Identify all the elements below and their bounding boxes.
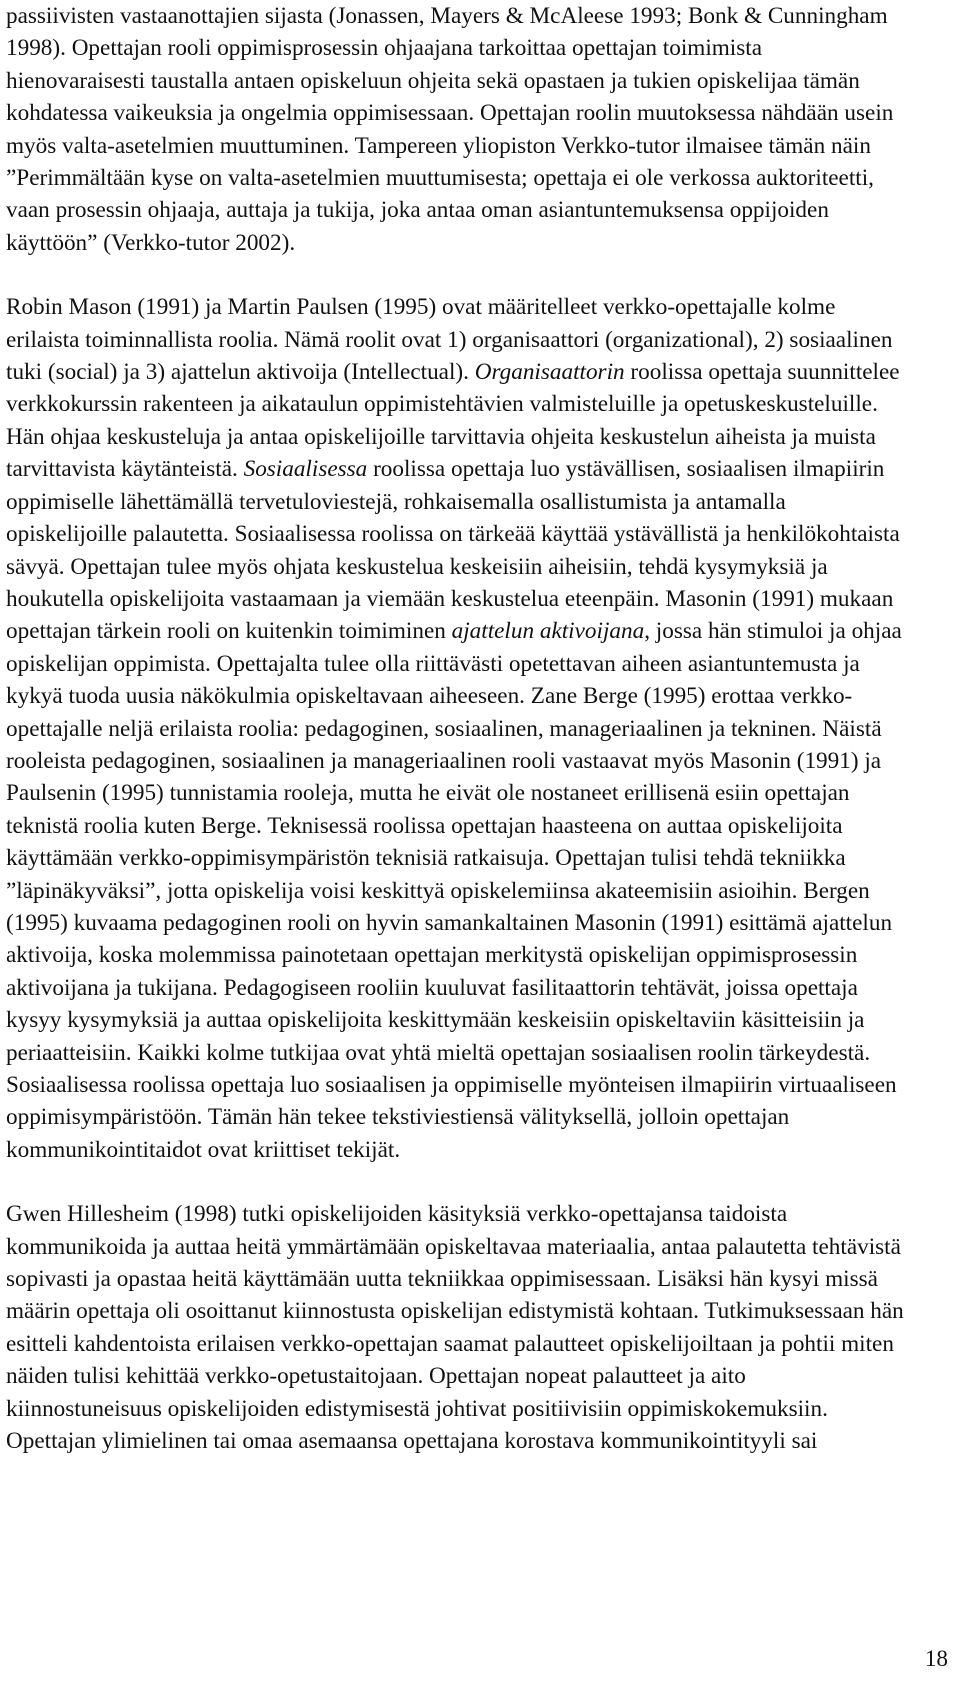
- paragraph-text: roolissa opettaja suunnittelee verkkokurssin rakenteen ja aikataulun oppimistehtävien valmisteluille ja opetuskeskusteluille. Hän ohjaa keskusteluja ja antaa opiskelijoille tarvittavia ohjeita keskustelun aiheista ja muista tarvittavista käytänteistä.: [6, 359, 900, 483]
- body-paragraph: [6, 291, 906, 1166]
- body-paragraph: [6, 0, 906, 259]
- italic-term: Sosiaalisessa: [243, 456, 368, 483]
- paragraph-text: Robin Mason (1991) ja Martin Paulsen (1995) ovat määritelleet verkko-opettajalle kolme erilaista toiminnallista roolia. Nämä roolit ovat 1) organisaattori (organizational), 2) sosiaalinen tuki (social) ja 3) ajattelun aktivoija (Intellectual).: [6, 294, 893, 386]
- paragraph-text: Gwen Hillesheim (1998) tutki opiskelijoiden käsityksiä verkko-opettajansa taidoista kommunikoida ja auttaa heitä ymmärtämään opiskeltavaa materiaalia, antaa palautetta tehtävistä sopivasti ja opastaa heitä käyttämään uutta tekniikkaa oppimisessaan. Lisäksi hän kysyi missä määrin opettaja oli osoittanut kiinnostusta opiskelijan edistymistä kohtaan. Tutkimuksessaan hän esitteli kahdentoista erilaisen verkko-opettajan saamat palautteet opiskelijoiltaan ja pohtii miten näiden tulisi kehittää verkko-opetustaitojaan. Opettajan nopeat palautteet ja aito kiinnostuneisuus opiskelijoiden edistymisestä johtivat positiivisiin oppimiskokemuksiin. Opettajan ylimielinen tai omaa asemaansa opettajana korostava kommunikointityyli sai: [6, 1201, 904, 1455]
- paragraph-text: passiivisten vastaanottajien sijasta (Jonassen, Mayers & McAleese 1993; Bonk & Cunningham 1998). Opettajan rooli oppimisprosessin ohjaajana tarkoittaa opettajan toimimista hienovaraisesti taustalla antaen opiskeluun ohjeita sekä opastaen ja tukien opiskelijaa tämän kohdatessa vaikeuksia ja ongelmia oppimisessaan. Opettajan roolin muutoksessa nähdään usein myös valta-asetelmien muuttuminen. Tampereen yliopiston Verkko-tutor ilmaisee tämän näin ”Perimmältään kyse on valta-asetelmien muuttumisesta; opettaja ei ole verkossa auktoriteetti, vaan prosessin ohjaaja, auttaja ja tukija, joka antaa oman asiantuntemuksensa oppijoiden käyttöön” (Verkko-tutor 2002).: [6, 3, 894, 256]
- italic-term: ajattelun aktivoijana: [451, 618, 645, 645]
- page-number: 18: [924, 1646, 948, 1672]
- italic-term: Organisaattorin: [474, 359, 625, 386]
- paragraph-text: roolissa opettaja luo ystävällisen, sosiaalisen ilmapiirin oppimiselle lähettämällä tervetuloviestejä, rohkaisemalla osallistumista ja antamalla opiskelijoille palautetta. Sosiaalisessa roolissa on tärkeää käyttää ystävällistä ja henkilökohtaista sävyä. Opettajan tulee myös ohjata keskustelua keskeisiin aiheisiin, tehdä kysymyksiä ja houkutella opiskelijoita vastaamaan ja viemään keskustelua eteenpäin. Masonin (1991) mukaan opettajan tärkein rooli on kuitenkin toimiminen: [6, 456, 900, 645]
- paragraph-text: , jossa hän stimuloi ja ohjaa opiskelijan oppimista. Opettajalta tulee olla riittävästi opetettavan aiheen asiantuntemusta ja kykyä tuoda uusia näkökulmia opiskeltavaan aiheeseen. Zane Berge (1995) erottaa verkko-opettajalle neljä erilaista roolia: pedagoginen, sosiaalinen, manageriaalinen ja tekninen. Näistä rooleista pedagoginen, sosiaalinen ja manageriaalinen rooli vastaavat myös Masonin (1991) ja Paulsenin (1995) tunnistamia rooleja, mutta he eivät ole nostaneet erillisenä esiin opettajan teknistä roolia kuten Berge. Teknisessä roolissa opettajan haasteena on auttaa opiskelijoita käyttämään verkko-oppimisympäristön teknisiä ratkaisuja. Opettajan tulisi tehdä tekniikka ”läpinäkyväksi”, jotta opiskelija voisi keskittyä opiskelemiinsa akateemisiin asioihin. Bergen (1995) kuvaama pedagoginen rooli on hyvin samankaltainen Masonin (1991) esittämä ajattelun aktivoija, koska molemmissa painotetaan opettajan merkitystä opiskelijan oppimisprosessin aktivoijana ja tukijana. Pedagogiseen rooliin kuuluvat fasilitaattorin tehtävät, joissa opettaja kysyy kysymyksiä ja auttaa opiskelijoita keskittymään keskeisiin opiskeltaviin käsitteisiin ja periaatteisiin. Kaikki kolme tutkijaa ovat yhtä mieltä opettajan sosiaalisen roolin tärkeydestä. Sosiaalisessa roolissa opettaja luo sosiaalisen ja oppimiselle myönteisen ilmapiirin virtuaaliseen oppimisympäristöön. Tämän hän tekee tekstiviestiensä välityksellä, jolloin opettajan kommunikointitaidot ovat kriittiset tekijät.: [6, 618, 902, 1163]
- body-paragraph: [6, 1198, 906, 1457]
- document-page: [6, 0, 906, 1457]
